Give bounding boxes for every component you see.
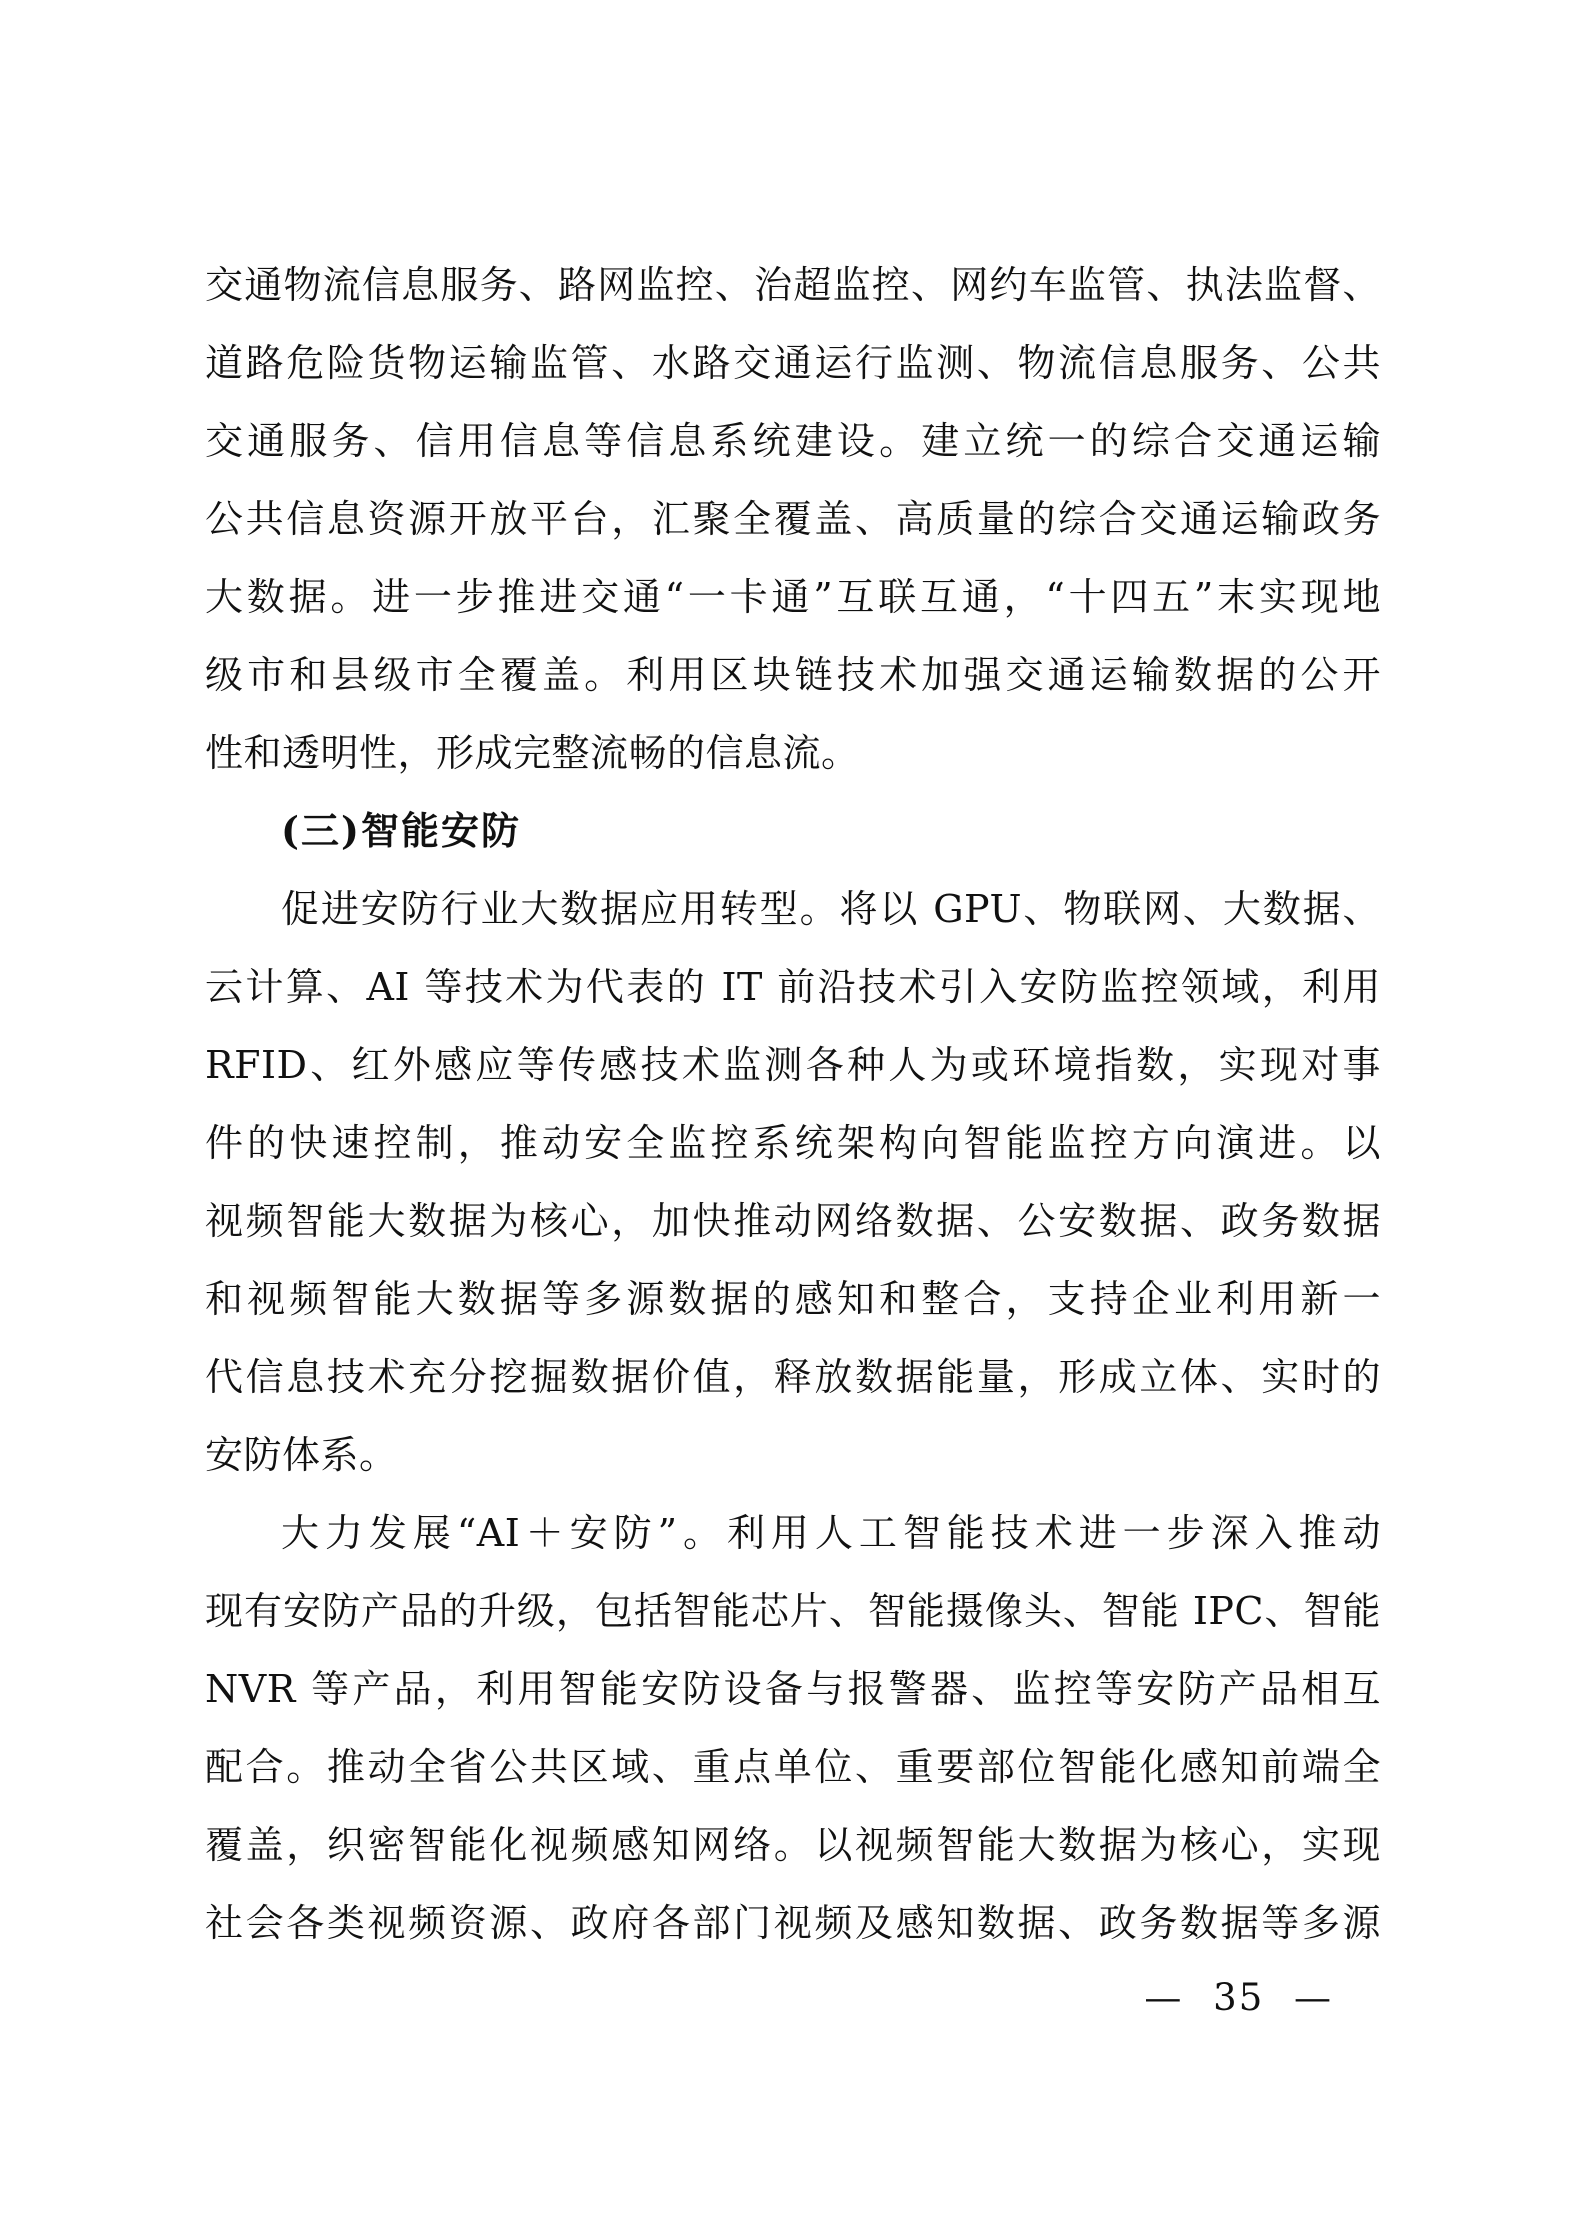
text-line: 促进安防行业大数据应用转型。将以 GPU、物联网、大数据、: [281, 887, 1381, 931]
text-line: NVR 等产品，利用智能安防设备与报警器、监控等安防产品相互: [205, 1667, 1381, 1711]
text-line: 交通物流信息服务、路网监控、治超监控、网约车监管、执法监督、: [205, 263, 1381, 307]
text-line: 社会各类视频资源、政府各部门视频及感知数据、政务数据等多源: [205, 1901, 1381, 1945]
text-line: 公共信息资源开放平台，汇聚全覆盖、高质量的综合交通运输政务: [205, 497, 1381, 541]
text-line: 云计算、AI 等技术为代表的 IT 前沿技术引入安防监控领域，利用: [205, 965, 1381, 1009]
text-line: 覆盖，织密智能化视频感知网络。以视频智能大数据为核心，实现: [205, 1823, 1381, 1867]
section-heading: (三)智能安防: [281, 808, 521, 853]
text-line: 配合。推动全省公共区域、重点单位、重要部位智能化感知前端全: [205, 1745, 1381, 1789]
text-line: 道路危险货物运输监管、水路交通运行监测、物流信息服务、公共: [205, 341, 1381, 385]
text-line: 性和透明性，形成完整流畅的信息流。: [205, 731, 860, 775]
text-line: 大数据。进一步推进交通“一卡通”互联互通，“十四五”末实现地: [205, 575, 1381, 619]
text-line: 件的快速控制，推动安全监控系统架构向智能监控方向演进。以: [205, 1121, 1381, 1165]
text-line: 视频智能大数据为核心，加快推动网络数据、公安数据、政务数据: [205, 1199, 1381, 1243]
text-line: 大力发展“AI＋安防”。利用人工智能技术进一步深入推动: [281, 1511, 1381, 1555]
text-line: 和视频智能大数据等多源数据的感知和整合，支持企业利用新一: [205, 1277, 1381, 1321]
text-line: 安防体系。: [205, 1433, 398, 1477]
text-line: RFID、红外感应等传感技术监测各种人为或环境指数，实现对事: [205, 1043, 1381, 1087]
text-line: 现有安防产品的升级，包括智能芯片、智能摄像头、智能 IPC、智能: [205, 1589, 1381, 1633]
document-text-block: [205, 246, 1381, 1962]
text-line: 级市和县级市全覆盖。利用区块链技术加强交通运输数据的公开: [205, 653, 1381, 697]
page-number: — 35 —: [1144, 1976, 1333, 2019]
text-line: 代信息技术充分挖掘数据价值，释放数据能量，形成立体、实时的: [205, 1355, 1381, 1399]
text-line: 交通服务、信用信息等信息系统建设。建立统一的综合交通运输: [205, 419, 1381, 463]
